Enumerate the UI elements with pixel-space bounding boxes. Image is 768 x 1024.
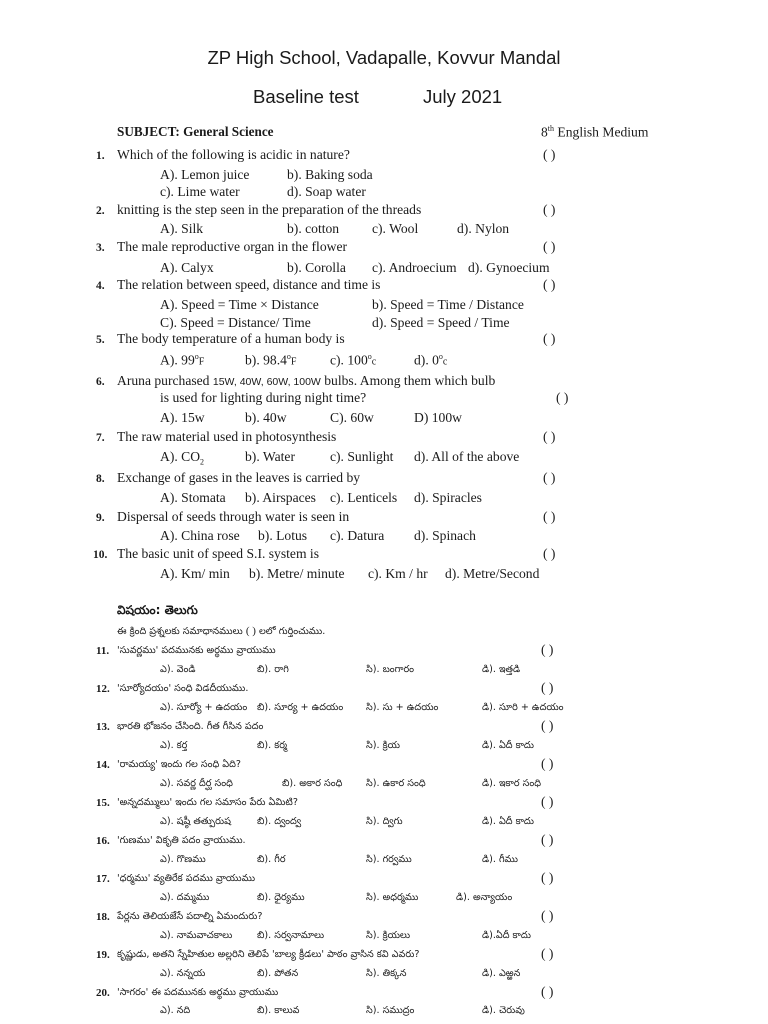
option: బి). ద్వంద్వ bbox=[257, 816, 302, 827]
test-date: July 2021 bbox=[423, 86, 503, 107]
option: b). Metre/ minute bbox=[249, 566, 345, 581]
answer-blank: ( ) bbox=[541, 908, 554, 923]
telugu-subject-heading: విషయం: తెలుగు bbox=[117, 603, 198, 617]
option: d). All of the above bbox=[414, 449, 520, 464]
option: b). 98.4$^o$F bbox=[245, 352, 297, 368]
question-number: 17. bbox=[96, 873, 110, 885]
test-title: Baseline test bbox=[253, 86, 359, 107]
option: బి). గీర bbox=[257, 854, 286, 865]
question-number: 18. bbox=[96, 911, 110, 923]
question-text: 'గుణము' వికృతి పదం వ్రాయుము. bbox=[117, 835, 246, 846]
question-text: knitting is the step seen in the preparation of the threads bbox=[117, 202, 422, 217]
option: ఎ). సూర్యో + ఉదయం bbox=[160, 702, 248, 713]
option: బి). అకార సంధి bbox=[282, 778, 343, 789]
option: b). Water bbox=[245, 449, 295, 464]
option: డి). ఏదీ కాదు bbox=[482, 740, 534, 751]
option: ఎ). షష్ఠీ తత్పురుష bbox=[160, 816, 231, 827]
question-number: 6. bbox=[96, 376, 105, 388]
option: b). Speed = Time / Distance bbox=[372, 297, 524, 312]
question-text: 'ధర్మము' వ్యతిరేక పదము వ్రాయుము bbox=[117, 873, 256, 884]
question-number: 20. bbox=[96, 987, 110, 999]
option: సి). ఉకార సంధి bbox=[366, 778, 426, 789]
option: C). Speed = Distance/ Time bbox=[160, 315, 311, 330]
school-title: ZP High School, Vadapalle, Kovvur Mandal bbox=[207, 47, 561, 68]
question-text: పేర్లను తెలియజేసే పదాల్ని ఏమందురు? bbox=[117, 911, 263, 922]
question-number: 8. bbox=[96, 473, 105, 485]
option: d). Gynoecium bbox=[468, 260, 550, 275]
question-number: 14. bbox=[96, 759, 110, 771]
option: సి). గర్వము bbox=[366, 854, 412, 865]
option: బి). కర్మ bbox=[257, 740, 288, 751]
question-text: Aruna purchased 15W, 40W, 60W, 100W bulbs. Among them which bulb bbox=[117, 373, 496, 388]
option: b). Baking soda bbox=[287, 167, 373, 182]
option: డి). అన్యాయం bbox=[456, 892, 513, 903]
option: సి). అధర్మము bbox=[366, 892, 419, 903]
question-text: 'సూర్యోదయం' సంధి విడదీయుము. bbox=[117, 683, 249, 694]
option: బి). పోతన bbox=[257, 968, 299, 979]
class-label: 8th English Medium bbox=[541, 124, 649, 140]
answer-blank: ( ) bbox=[543, 239, 556, 254]
answer-blank: ( ) bbox=[541, 680, 554, 695]
question-number: 9. bbox=[96, 512, 105, 524]
telugu-instruction: ఈ క్రింది ప్రశ్నలకు సమాధానములు ( ) లలో గుర్తించుము. bbox=[117, 625, 326, 637]
option: c). Sunlight bbox=[330, 449, 394, 464]
option: c). Lenticels bbox=[330, 490, 398, 505]
answer-blank: ( ) bbox=[556, 390, 569, 405]
question-number: 13. bbox=[96, 721, 110, 733]
option: d). 0$^o$c bbox=[414, 352, 448, 368]
option: బి). సర్వనామాలు bbox=[257, 930, 325, 941]
option: A). $CO_2$ bbox=[160, 449, 205, 467]
answer-blank: ( ) bbox=[541, 870, 554, 885]
question-text: 'సాగరం' ఈ పదమునకు అర్థము వ్రాయుము bbox=[117, 987, 279, 998]
option: ఎ). వెండి bbox=[160, 664, 196, 675]
option: డి). సూరి + ఉదయం bbox=[482, 702, 564, 713]
answer-blank: ( ) bbox=[541, 984, 554, 999]
option: ఎ). నామవాచకాలు bbox=[160, 930, 233, 941]
option: d). Spiracles bbox=[414, 490, 482, 505]
option: సి). తిక్కన bbox=[366, 968, 407, 979]
answer-blank: ( ) bbox=[543, 331, 556, 346]
question-number: 11. bbox=[96, 645, 110, 657]
option: డి). ఎఱ్ఱన bbox=[482, 968, 521, 979]
answer-blank: ( ) bbox=[543, 546, 556, 561]
option: A). China rose bbox=[160, 528, 240, 543]
option: ఎ). నది bbox=[160, 1005, 191, 1016]
option: A). Stomata bbox=[160, 490, 226, 505]
option: b). Corolla bbox=[287, 260, 346, 275]
option: డి). గీము bbox=[482, 854, 519, 865]
question-text: Dispersal of seeds through water is seen in bbox=[117, 509, 350, 524]
option: b). Lotus bbox=[258, 528, 308, 543]
question-number: 19. bbox=[96, 949, 110, 961]
answer-blank: ( ) bbox=[543, 470, 556, 485]
option: సి). బంగారం bbox=[366, 664, 415, 675]
answer-blank: ( ) bbox=[543, 509, 556, 524]
question-number: 5. bbox=[96, 334, 105, 346]
answer-blank: ( ) bbox=[541, 756, 554, 771]
option: A). 99$^o$F bbox=[160, 352, 205, 368]
option: b). 40w bbox=[245, 410, 287, 425]
option: బి). సూర్య + ఉదయం bbox=[257, 702, 344, 713]
question-number: 7. bbox=[96, 432, 105, 444]
option: C). 60w bbox=[330, 410, 374, 425]
option: సి). క్రియ bbox=[366, 740, 400, 751]
question-number: 15. bbox=[96, 797, 110, 809]
answer-blank: ( ) bbox=[541, 832, 554, 847]
question-number: 2. bbox=[96, 205, 105, 217]
option: b). cotton bbox=[287, 221, 340, 236]
question-text: భారతి భోజనం చేసింది. గీత గీసిన పదం bbox=[117, 721, 264, 732]
question-number: 1. bbox=[96, 150, 105, 162]
question-text-continued: is used for lighting during night time? bbox=[160, 390, 367, 405]
question-text: The body temperature of a human body is bbox=[117, 331, 345, 346]
option: c). Datura bbox=[330, 528, 385, 543]
option: d). Speed = Speed / Time bbox=[372, 315, 510, 330]
question-text: కృష్ణుడు, అతని స్నేహితుల అల్లరిని తెలిపే 'బాల్య క్రీడలు' పాఠం వ్రాసిన కవి ఎవరు? bbox=[117, 949, 420, 960]
question-text: 'అన్నదమ్ములు' ఇందు గల సమాసం పేరు ఏమిటి? bbox=[117, 797, 298, 808]
option: d). Soap water bbox=[287, 184, 366, 199]
question-text: The relation between speed, distance and time is bbox=[117, 277, 381, 292]
option: A). Lemon juice bbox=[160, 167, 250, 182]
question-number: 16. bbox=[96, 835, 110, 847]
option: d). Nylon bbox=[457, 221, 510, 236]
option: సి). సు + ఉదయం bbox=[366, 702, 439, 713]
option: d). Metre/Second bbox=[445, 566, 540, 581]
option: A). Speed = Time × Distance bbox=[160, 297, 319, 312]
option: సి). ద్విగు bbox=[366, 816, 403, 827]
question-text: 'రామయ్య' ఇందు గల సంధి ఏది? bbox=[117, 759, 241, 770]
question-number: 10. bbox=[93, 549, 108, 561]
option: c). Km / hr bbox=[368, 566, 428, 581]
subject-label: SUBJECT: General Science bbox=[117, 124, 274, 139]
option: బి). కాలువ bbox=[257, 1005, 300, 1016]
option: D) 100w bbox=[414, 410, 462, 425]
option: డి). ఇత్తడి bbox=[482, 664, 521, 675]
question-text: 'సువర్ణము' పదమునకు అర్థము వ్రాయుము bbox=[117, 645, 276, 656]
answer-blank: ( ) bbox=[543, 147, 556, 162]
question-text: The raw material used in photosynthesis bbox=[117, 429, 337, 444]
option: c). 100$^o$c bbox=[330, 352, 377, 368]
answer-blank: ( ) bbox=[541, 642, 554, 657]
option: సి). సముద్రం bbox=[366, 1005, 415, 1016]
option: ఎ). దమ్మము bbox=[160, 892, 210, 903]
option: బి). రాగి bbox=[257, 664, 289, 675]
question-text: The male reproductive organ in the flower bbox=[117, 239, 347, 254]
option: డి). ఏదీ కాదు bbox=[482, 816, 534, 827]
question-number: 4. bbox=[96, 280, 105, 292]
option: డి). ఇకార సంధి bbox=[482, 778, 541, 789]
question-text: Exchange of gases in the leaves is carried by bbox=[117, 470, 361, 485]
question-text: The basic unit of speed S.I. system is bbox=[117, 546, 319, 561]
option: డి).ఏదీ కాదు bbox=[482, 930, 531, 941]
answer-blank: ( ) bbox=[543, 429, 556, 444]
option: ఎ). కర్త bbox=[160, 740, 188, 751]
answer-blank: ( ) bbox=[541, 946, 554, 961]
question-number: 3. bbox=[96, 242, 105, 254]
option: డి). చెరువు bbox=[482, 1005, 525, 1016]
option: ఎ). నన్నయ bbox=[160, 968, 206, 979]
option: c). Wool bbox=[372, 221, 419, 236]
option: బి). ధైర్యము bbox=[257, 892, 305, 903]
answer-blank: ( ) bbox=[543, 202, 556, 217]
option: A). Calyx bbox=[160, 260, 214, 275]
option: d). Spinach bbox=[414, 528, 476, 543]
option: ఎ). సవర్ణ దీర్ఘ సంధి bbox=[160, 778, 233, 789]
answer-blank: ( ) bbox=[541, 794, 554, 809]
option: c). Androecium bbox=[372, 260, 457, 275]
option: b). Airspaces bbox=[245, 490, 316, 505]
option: A). Silk bbox=[160, 221, 204, 236]
option: ఎ). గొణము bbox=[160, 854, 206, 865]
question-number: 12. bbox=[96, 683, 110, 695]
option: c). Lime water bbox=[160, 184, 240, 199]
option: A). 15w bbox=[160, 410, 205, 425]
answer-blank: ( ) bbox=[543, 277, 556, 292]
option: A). Km/ min bbox=[160, 566, 230, 581]
answer-blank: ( ) bbox=[541, 718, 554, 733]
question-text: Which of the following is acidic in nature? bbox=[117, 147, 350, 162]
option: సి). క్రియలు bbox=[366, 930, 411, 941]
